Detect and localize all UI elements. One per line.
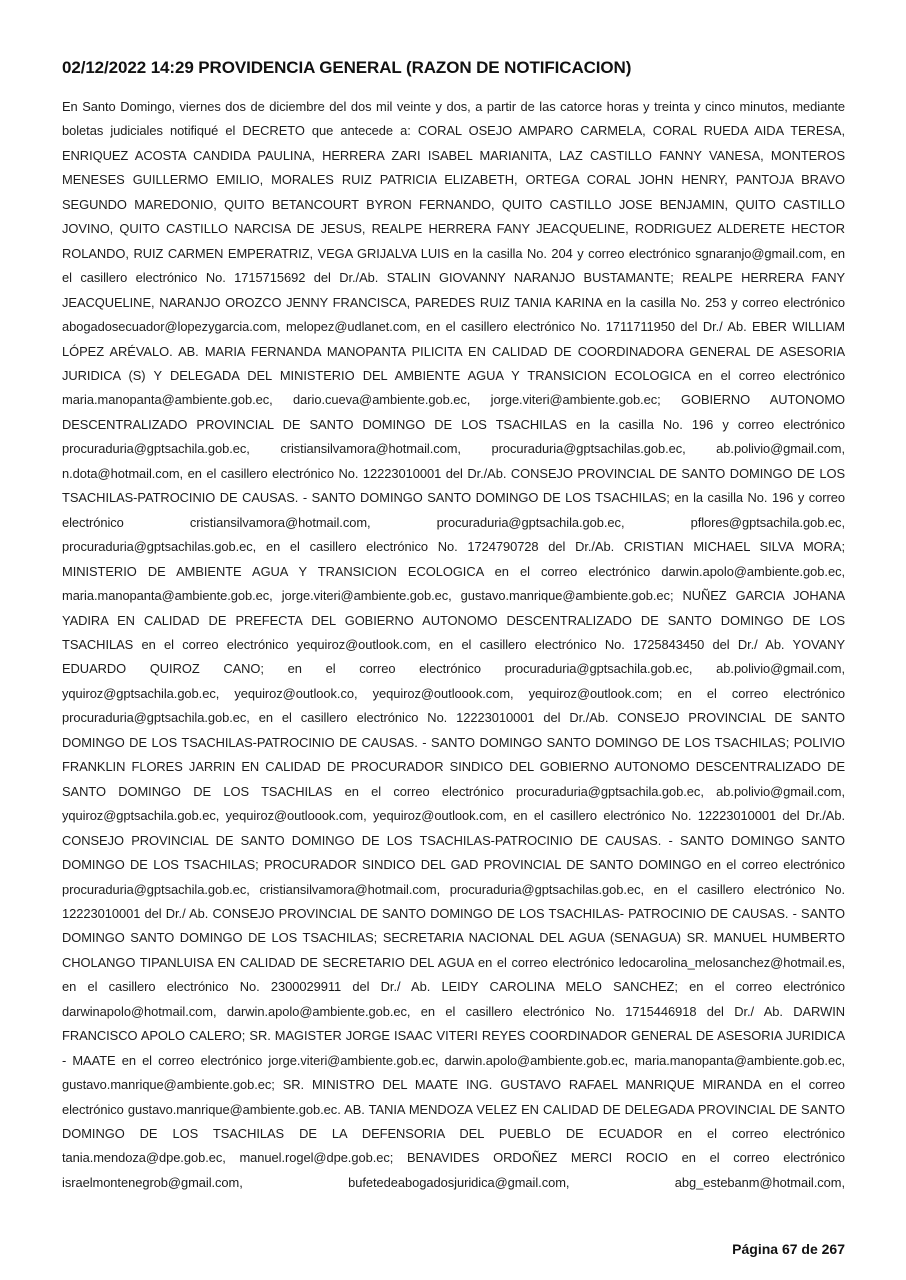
document-title: 02/12/2022 14:29 PROVIDENCIA GENERAL (RAZON DE NOTIFICACION)	[62, 58, 632, 77]
notification-body-paragraph: En Santo Domingo, viernes dos de diciembre del dos mil veinte y dos, a partir de las catorce horas y treinta y cinco minutos, mediante boletas judiciales notifiqué el DECRETO que antecede a: CORAL OSEJO AMPARO CARMELA, CORAL RUEDA AIDA TERESA, ENRIQUEZ ACOSTA CANDIDA PAULINA, HERRERA ZARI ISABEL MARIANITA, LAZ CASTILLO FANNY VANESA, MONTEROS MENESES GUILLERMO EMILIO, MORALES RUIZ PATRICIA ELIZABETH, ORTEGA CORAL JOHN HENRY, PANTOJA BRAVO SEGUNDO MAREDONIO, QUITO BETANCOURT BYRON FERNANDO, QUITO CASTILLO JOSE BENJAMIN, QUITO CASTILLO JOVINO, QUITO CASTILLO NARCISA DE JESUS, REALPE HERRERA FANY JEACQUELINE, RODRIGUEZ ALDERETE HECTOR ROLANDO, RUIZ CARMEN EMPERATRIZ, VEGA GRIJALVA LUIS en la casilla No. 204 y correo electrónico sgnaranjo@gmail.com, en el casillero electrónico No. 1715715692 del Dr./Ab. STALIN GIOVANNY NARANJO BUSTAMANTE; REALPE HERRERA FANY JEACQUELINE, NARANJO OROZCO JENNY FRANCISCA, PAREDES RUIZ TANIA KARINA en la casilla No. 253 y correo electrónico abogadosecuador@lopezygarcia.com, melopez@udlanet.com, en el casillero electrónico No. 1711711950 del Dr./ Ab. EBER WILLIAM LÓPEZ ARÉVALO. AB. MARIA FERNANDA MANOPANTA PILICITA EN CALIDAD DE COORDINADORA GENERAL DE ASESORIA JURIDICA (S) Y DELEGADA DEL MINISTERIO DEL AMBIENTE AGUA Y TRANSICION ECOLOGICA en el correo electrónico maria.manopanta@ambiente.gob.ec, dario.cueva@ambiente.gob.ec, jorge.viteri@ambiente.gob.ec; GOBIERNO AUTONOMO DESCENTRALIZADO PROVINCIAL DE SANTO DOMINGO DE LOS TSACHILAS en la casilla No. 196 y correo electrónico procuraduria@gptsachila.gob.ec, cristiansilvamora@hotmail.com, procuraduria@gptsachilas.gob.ec, ab.polivio@gmail.com, n.dota@hotmail.com, en el casillero electrónico No. 12223010001 del Dr./Ab. CONSEJO PROVINCIAL DE SANTO DOMINGO DE LOS TSACHILAS-PATROCINIO DE CAUSAS. - SANTO DOMINGO SANTO DOMINGO DE LOS TSACHILAS; en la casilla No. 196 y correo electrónico cristiansilvamora@hotmail.com, procuraduria@gptsachila.gob.ec, pflores@gptsachila.gob.ec, procuraduria@gptsachilas.gob.ec, en el casillero electrónico No. 1724790728 del Dr./Ab. CRISTIAN MICHAEL SILVA MORA; MINISTERIO DE AMBIENTE AGUA Y TRANSICION ECOLOGICA en el correo electrónico darwin.apolo@ambiente.gob.ec, maria.manopanta@ambiente.gob.ec, jorge.viteri@ambiente.gob.ec, gustavo.manrique@ambiente.gob.ec; NUÑEZ GARCIA JOHANA YADIRA EN CALIDAD DE PREFECTA DEL GOBIERNO AUTONOMO DESCENTRALIZADO DE SANTO DOMINGO DE LOS TSACHILAS en el correo electrónico yequiroz@outlook.com, en el casillero electrónico No. 1725843450 del Dr./ Ab. YOVANY EDUARDO QUIROZ CANO; en el correo electrónico procuraduria@gptsachila.gob.ec, ab.polivio@gmail.com, yquiroz@gptsachila.gob.ec, yequiroz@outlook.co, yequiroz@outloook.com, yequiroz@outlook.com; en el correo electrónico procuraduria@gptsachila.gob.ec, en el casillero electrónico No. 12223010001 del Dr./Ab. CONSEJO PROVINCIAL DE SANTO DOMINGO DE LOS TSACHILAS-PATROCINIO DE CAUSAS. - SANTO DOMINGO SANTO DOMINGO DE LOS TSACHILAS; POLIVIO FRANKLIN FLORES JARRIN EN CALIDAD DE PROCURADOR SINDICO DEL GOBIERNO AUTONOMO DESCENTRALIZADO DE SANTO DOMINGO DE LOS TSACHILAS en el correo electrónico procuraduria@gptsachila.gob.ec, ab.polivio@gmail.com, yquiroz@gptsachila.gob.ec, yequiroz@outloook.com, yequiroz@outlook.com, en el casillero electrónico No. 12223010001 del Dr./Ab. CONSEJO PROVINCIAL DE SANTO DOMINGO DE LOS TSACHILAS-PATROCINIO DE CAUSAS. - SANTO DOMINGO SANTO DOMINGO DE LOS TSACHILAS; PROCURADOR SINDICO DEL GAD PROVINCIAL DE SANTO DOMINGO en el correo electrónico procuraduria@gptsachila.gob.ec, cristiansilvamora@hotmail.com, procuraduria@gptsachilas.gob.ec, en el casillero electrónico No. 12223010001 del Dr./ Ab. CONSEJO PROVINCIAL DE SANTO DOMINGO DE LOS TSACHILAS- PATROCINIO DE CAUSAS. - SANTO DOMINGO SANTO DOMINGO DE LOS TSACHILAS; SECRETARIA NACIONAL DEL AGUA (SENAGUA) SR. MANUEL HUMBERTO CHOLANGO TIPANLUISA EN CALIDAD DE SECRETARIO DEL AGUA en el correo electrónico ledocarolina_melosanchez@hotmail.es, en el casillero electrónico No. 2300029911 del Dr./ Ab. LEIDY CAROLINA MELO SANCHEZ; en el correo electrónico darwinapolo@hotmail.com, darwin.apolo@ambiente.gob.ec, en el casillero electrónico No. 1715446918 del Dr./ Ab. DARWIN FRANCISCO APOLO CALERO; SR. MAGISTER JORGE ISAAC VITERI REYES COORDINADOR GENERAL DE ASESORIA JURIDICA - MAATE en el correo electrónico jorge.viteri@ambiente.gob.ec, darwin.apolo@ambiente.gob.ec, maria.manopanta@ambiente.gob.ec, gustavo.manrique@ambiente.gob.ec; SR. MINISTRO DEL MAATE ING. GUSTAVO RAFAEL MANRIQUE MIRANDA en el correo electrónico gustavo.manrique@ambiente.gob.ec. AB. TANIA MENDOZA VELEZ EN CALIDAD DE DELEGADA PROVINCIAL DE SANTO DOMINGO DE LOS TSACHILAS DE LA DEFENSORIA DEL PUEBLO DE ECUADOR en el correo electrónico tania.mendoza@dpe.gob.ec, manuel.rogel@dpe.gob.ec; BENAVIDES ORDOÑEZ MERCI ROCIO en el correo electrónico israelmontenegrob@gmail.com, bufetedeabogadosjuridica@gmail.com, abg_estebanm@hotmail.com,	[62, 99, 845, 1190]
page-number-label: Página 67 de 267	[732, 1241, 845, 1257]
